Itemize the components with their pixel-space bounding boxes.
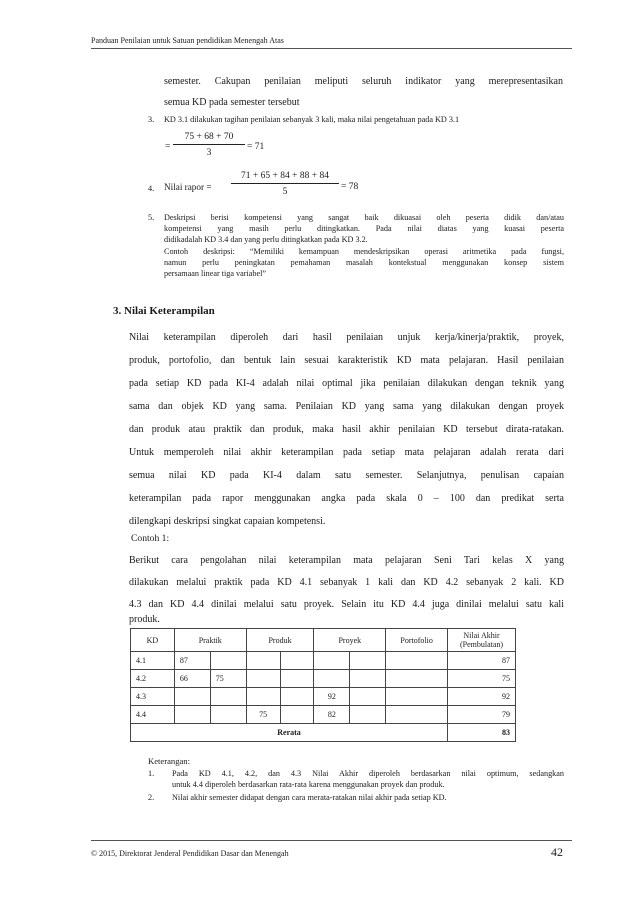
cell-produk (280, 688, 314, 706)
cell-proyek (350, 688, 386, 706)
table-row (131, 652, 516, 670)
list-item-text: Deskripsi berisi kompetensi yang sangat baik dikuasai oleh peserta didik dan/atau (164, 213, 564, 222)
header-kd: KD (131, 629, 175, 652)
table-header-row (131, 629, 516, 652)
cell-proyek: 82 (314, 706, 350, 724)
formula-result: = 78 (341, 182, 359, 192)
cell-praktik (174, 688, 210, 706)
formula-numerator: 71 + 65 + 84 + 88 + 84 (241, 171, 329, 181)
list-item-text: persamaan linear tiga variabel” (164, 269, 267, 278)
list-item-text: namun perlu peningkatan pemahaman masalah kontekstual menggunakan konsep sistem (164, 258, 564, 267)
list-item-text: Contoh deskripsi: “Memiliki kemampuan mendeskripsikan operasi aritmetika pada fungsi, (164, 247, 564, 256)
cell-proyek (350, 706, 386, 724)
footer-copyright: © 2015, Direktorat Jenderal Pendidikan Dasar dan Menengah (91, 849, 289, 858)
paragraph-line: dan produk atau praktik dan produk, maka hasil akhir penilaian KD tersebut dirata-ratakan. (129, 424, 564, 435)
paragraph-line: semua KD pada semester tersebut (164, 97, 300, 108)
note-text: Nilai akhir semester didapat dengan cara merata-ratakan nilai akhir pada setiap KD. (172, 793, 447, 802)
formula-numerator: 75 + 68 + 70 (184, 132, 234, 142)
cell-produk (246, 688, 280, 706)
cell-proyek (350, 670, 386, 688)
paragraph-line: dilengkapi deskripsi singkat capaian kompetensi. (129, 516, 326, 527)
table-row (131, 706, 516, 724)
notes-title: Keterangan: (148, 756, 190, 766)
header-produk: Produk (246, 629, 314, 652)
cell-produk (246, 652, 280, 670)
cell-produk (280, 706, 314, 724)
rerata-value: 83 (448, 724, 516, 742)
header-praktik: Praktik (174, 629, 246, 652)
cell-proyek (350, 652, 386, 670)
cell-kd: 4.2 (131, 670, 175, 688)
paragraph-line: 4.3 dan KD 4.4 dinilai melalui satu proyek. Selain itu KD 4.4 juga dinilai melalui satu kali (129, 599, 564, 610)
header-nilai-akhir (448, 629, 516, 652)
page-number: 42 (551, 845, 563, 859)
list-item-text: didikadalah KD 3.4 dan yang perlu ditingkatkan pada KD 3.2. (164, 235, 368, 244)
cell-praktik: 87 (174, 652, 210, 670)
cell-portofolio (386, 652, 448, 670)
paragraph-line: produk, portofolio, dan bentuk lain sesuai karakteristik KD mata pelajaran. Hasil penilaian (129, 355, 564, 366)
cell-produk (280, 652, 314, 670)
formula-denominator: 3 (206, 148, 212, 158)
table-row (131, 670, 516, 688)
cell-praktik (210, 688, 246, 706)
note-text: Pada KD 4.1, 4.2, dan 4.3 Nilai Akhir diperoleh berdasarkan nilai optimum, sedangkan (172, 769, 564, 778)
list-number: 5. (148, 213, 155, 222)
cell-praktik: 75 (210, 670, 246, 688)
paragraph-line: dilakukan melalui praktik pada KD 4.1 sebanyak 1 kali dan KD 4.2 sebanyak 2 kali. KD (129, 577, 564, 588)
cell-kd: 4.4 (131, 706, 175, 724)
nilai-rapor-label: Nilai rapor = (164, 182, 212, 192)
paragraph-line: sama dan objek KD yang sama. Penilaian KD yang sama yang dilakukan dengan proyek (129, 401, 564, 412)
formula-denominator: 5 (282, 187, 288, 197)
example-title: Contoh 1: (131, 533, 170, 544)
header-rule (91, 48, 572, 49)
cell-praktik (210, 706, 246, 724)
formula-fraction (231, 171, 339, 197)
list-number: 1. (148, 769, 155, 778)
cell-nilai-akhir: 75 (448, 670, 516, 688)
cell-portofolio (386, 688, 448, 706)
list-item-text: KD 3.1 dilakukan tagihan penilaian sebanyak 3 kali, maka nilai pengetahuan pada KD 3.1 (164, 115, 460, 124)
list-item-text: kompetensi yang masih perlu ditingkatkan. Pada nilai diatas yang kuasai peserta (164, 224, 564, 233)
paragraph-line: semua nilai KD pada KI-4 dalam satu semester. Selanjutnya, penulisan capaian (129, 470, 564, 481)
table-rerata-row (131, 724, 516, 742)
formula-equals: = (165, 142, 171, 152)
cell-kd: 4.1 (131, 652, 175, 670)
table-row (131, 688, 516, 706)
paragraph-line: Berikut cara pengolahan nilai keterampilan mata pelajaran Seni Tari kelas X yang (129, 555, 564, 566)
list-number: 2. (148, 793, 155, 802)
formula-result: = 71 (247, 142, 265, 152)
paragraph-line: produk. (129, 614, 160, 625)
paragraph-line: Untuk memperoleh nilai akhir keterampilan pada setiap mata pelajaran adalah rerata dari (129, 447, 564, 458)
cell-portofolio (386, 706, 448, 724)
list-number: 3. (148, 115, 155, 124)
footer-rule (91, 840, 572, 841)
cell-proyek: 92 (314, 688, 350, 706)
header-nilai-akhir-line2: (Pembulatan) (459, 640, 504, 649)
cell-produk: 75 (246, 706, 280, 724)
formula-fraction (173, 132, 245, 158)
rerata-label: Rerata (131, 724, 448, 742)
cell-proyek (314, 652, 350, 670)
paragraph-line: Nilai keterampilan diperoleh dari hasil penilaian unjuk kerja/kinerja/praktik, proyek, (129, 332, 564, 343)
cell-produk (246, 670, 280, 688)
cell-praktik (174, 706, 210, 724)
cell-kd: 4.3 (131, 688, 175, 706)
cell-portofolio (386, 670, 448, 688)
cell-praktik (210, 652, 246, 670)
paragraph-line: semester. Cakupan penilaian meliputi seluruh indikator yang merepresentasikan (164, 76, 563, 87)
cell-nilai-akhir: 92 (448, 688, 516, 706)
cell-proyek (314, 670, 350, 688)
header-nilai-akhir-line1: Nilai Akhir (463, 631, 500, 640)
paragraph-line: keterampilan pada rapor menggunakan angka pada skala 0 – 100 dan predikat serta (129, 493, 564, 504)
running-header: Panduan Penilaian untuk Satuan pendidikan Menengah Atas (91, 36, 284, 45)
header-proyek: Proyek (314, 629, 386, 652)
nilai-keterampilan-table (130, 628, 516, 742)
list-number: 4. (148, 184, 155, 193)
paragraph-line: pada setiap KD pada KI-4 adalah nilai optimal jika penilaian dilakukan dengan teknik yang (129, 378, 564, 389)
header-portofolio: Portofolio (386, 629, 448, 652)
note-text: untuk 4.4 diperoleh berdasarkan rata-rata karena menggunakan proyek dan produk. (172, 780, 445, 789)
cell-nilai-akhir: 79 (448, 706, 516, 724)
section-heading: 3. Nilai Keterampilan (113, 305, 215, 317)
cell-produk (280, 670, 314, 688)
cell-nilai-akhir: 87 (448, 652, 516, 670)
cell-praktik: 66 (174, 670, 210, 688)
